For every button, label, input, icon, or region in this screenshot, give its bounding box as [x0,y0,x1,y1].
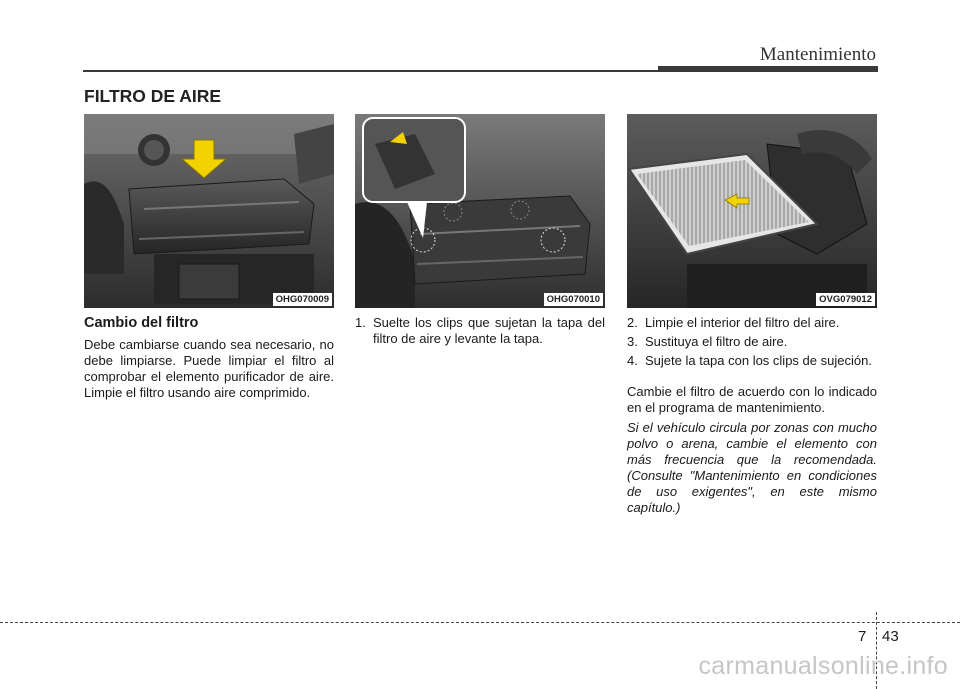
step-number: 3. [627,334,638,349]
figure-filter-element [627,114,877,308]
page-heading: FILTRO DE AIRE [84,86,222,106]
spacer [627,372,877,384]
dusty-conditions-note: Si el vehículo circula por zonas con mucho polvo o arena, cambie el elemento con más frecuencia que la recomendada. (Consulte "Mantenimiento en condiciones de uso exigentes", en este mismo capítulo.) [627,420,877,515]
step-item [627,353,877,369]
column-filter-change [84,315,334,401]
figure-engine-airbox [84,114,334,308]
watermark: carmanualsonline.info [698,652,948,680]
figure-3-illustration [627,114,877,308]
step-number: 4. [627,353,638,368]
figure-2-illustration [355,114,605,308]
step-number: 1. [355,315,366,330]
figure-code: OHG070010 [544,293,603,306]
step-item [627,315,877,331]
page-number: 43 [882,628,899,645]
step-item [627,334,877,350]
footer-rule [0,622,960,623]
maintenance-paragraph: Cambie el filtro de acuerdo con lo indicado en el programa de mantenimiento. [627,384,877,415]
figure-airbox-clips [355,114,605,308]
step-item [355,315,605,347]
step-text: Sujete la tapa con los clips de sujeción. [645,353,872,368]
step-number: 2. [627,315,638,330]
figure-code: OVG079012 [816,293,875,306]
chapter-number: 7 [858,628,867,645]
column-step-1 [355,315,605,350]
step-text: Sustituya el filtro de aire. [645,334,788,349]
column-steps-2-4 [627,315,877,516]
header-rule-tab [658,66,878,71]
step-text: Suelte los clips que sujetan la tapa del filtro de aire y levante la tapa. [373,315,605,346]
section-title: Mantenimiento [759,44,876,65]
body-paragraph: Debe cambiarse cuando sea necesario, no debe limpiarse. Puede limpiar el filtro al comprobar el elemento purificador de aire. Limpie el filtro usando aire comprimido. [84,337,334,400]
step-text: Limpie el interior del filtro del aire. [645,315,840,330]
figure-code: OHG070009 [273,293,332,306]
subheading: Cambio del filtro [84,315,199,331]
figure-1-illustration [84,114,334,308]
